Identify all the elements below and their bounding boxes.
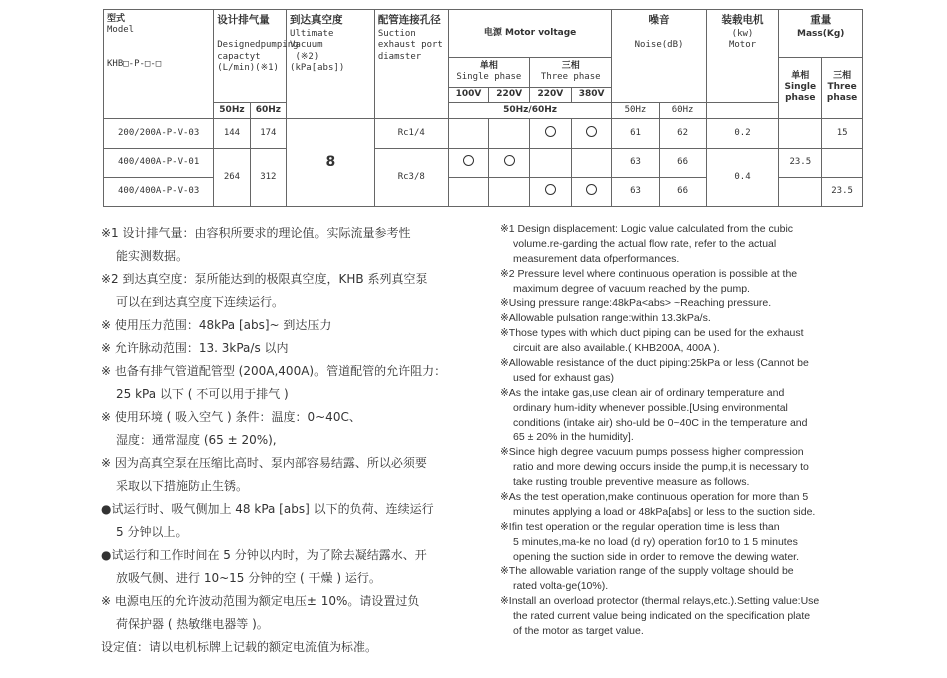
note-line: ※As the test operation,make continuous operation for more than 5 bbox=[500, 491, 809, 504]
circle-icon bbox=[586, 126, 597, 137]
note-line: 可以在到达真空度下连续运行。 bbox=[116, 295, 285, 309]
note-line: 65 ± 20% in the humidity]. bbox=[513, 431, 634, 444]
row-model: 200/200A-P-V-03 bbox=[104, 118, 214, 148]
cell-empty bbox=[530, 149, 572, 177]
noise-header bbox=[612, 10, 706, 103]
note-line: ※Using pressure range:48kPa<abs> ~Reaching pressure. bbox=[500, 297, 772, 310]
note-line: conditions (intake air) sho-uld be 0~40C in the temperature and bbox=[513, 416, 808, 429]
note-line: ※2 Pressure level where continuous operation is possible at the bbox=[500, 267, 798, 280]
mass-en: Mass(Kg) bbox=[797, 29, 845, 40]
note-line: ※ 电源电压的允许波动范围为额定电压± 10%。请设置过负 bbox=[101, 594, 420, 608]
note-line: 湿度：通常湿度 (65 ± 20%), bbox=[116, 433, 277, 447]
row-model: 400/400A-P-V-03 bbox=[104, 177, 214, 206]
mass-single-header: 单相 Single phase bbox=[779, 57, 822, 118]
three-phase-header bbox=[530, 57, 612, 87]
note-line: take rusting trouble preventive measure as follows. bbox=[513, 476, 750, 489]
note-line: ※Ifin test operation or the regular operation time is less than bbox=[500, 520, 780, 533]
row-port: Rc1/4 bbox=[374, 118, 448, 148]
pumping-en: Designedpumping capactyt bbox=[217, 40, 299, 62]
cell-empty bbox=[779, 177, 822, 206]
single-phase-header bbox=[448, 57, 529, 87]
voltage-100: 100V bbox=[448, 88, 489, 102]
note-line: the rated current value being indicated on the specification plate bbox=[513, 610, 811, 623]
three-zh: 三相 bbox=[561, 61, 580, 72]
note-line: ※1 设计排气量：由容积所要求的理论值。实际流量参考性 bbox=[101, 226, 411, 240]
circle-icon bbox=[545, 126, 556, 137]
port-header bbox=[374, 10, 448, 119]
note-line: opening the suction side in order to remove the dewing water. bbox=[513, 550, 800, 563]
single-en: Single phase bbox=[456, 72, 522, 83]
note-line: ratio and more dewing occurs inside the pump,it is necessary to bbox=[513, 461, 809, 474]
row-mass-three: 23.5 bbox=[822, 177, 863, 206]
circle-icon bbox=[504, 155, 515, 166]
freq-header: 50Hz/60Hz bbox=[448, 102, 612, 118]
note-line: ※ 使用环境 ( 吸入空气 ) 条件：温度：0~40C、 bbox=[101, 410, 361, 424]
note-line: 放吸气侧、进行 10~15 分钟的空 ( 干燥 ) 运行。 bbox=[116, 571, 381, 585]
notes-chinese bbox=[101, 222, 481, 659]
note-line: ordinary hum-idity whenever possible.[Using environmental bbox=[513, 401, 788, 414]
note-line: maximum degree of vacuum reached by the pump. bbox=[513, 282, 750, 295]
note-line: ※1 Design displacement: Logic value calculated from the cubic bbox=[500, 223, 794, 235]
cell-empty bbox=[448, 177, 489, 206]
motor-header bbox=[706, 10, 779, 103]
note-line: minutes applying a load or 48kPa[abs] or less to the suction side. bbox=[513, 505, 816, 518]
noise-hz50-header: 50Hz bbox=[612, 102, 659, 118]
row-model: 400/400A-P-V-01 bbox=[104, 149, 214, 177]
circle-icon bbox=[463, 155, 474, 166]
note-line: ●试运行时、吸气侧加上 48 kPa [abs] 以下的负荷、连续运行 bbox=[101, 502, 434, 516]
motor-subheader-blank bbox=[706, 102, 779, 118]
mass-three-header: 三相 Three phase bbox=[822, 57, 863, 118]
circle-icon bbox=[545, 184, 556, 195]
mass-header bbox=[779, 10, 863, 58]
note-line: ※ 允许脉动范围：13. 3kPa/s 以内 bbox=[101, 341, 289, 355]
note-line: ※2 到达真空度：泵所能达到的极限真空度，KHB 系列真空泵 bbox=[101, 272, 428, 286]
cell-circle bbox=[571, 118, 612, 148]
cell-circle bbox=[530, 177, 572, 206]
circle-icon bbox=[586, 184, 597, 195]
model-zh: 型式 bbox=[107, 14, 126, 24]
cell-circle bbox=[530, 118, 572, 148]
table-row bbox=[104, 118, 863, 148]
cell-empty bbox=[489, 118, 530, 148]
notes-english bbox=[500, 222, 880, 639]
note-line: 5 分钟以上。 bbox=[116, 525, 188, 539]
note-line: ※ 也备有排气管道配管型 (200A,400A)。管道配管的允许阻力： bbox=[101, 364, 447, 378]
row-pump-50: 144 bbox=[214, 118, 250, 148]
port-en: Suction exhaust port diamster bbox=[377, 29, 443, 62]
note-line: ※ 使用压力范围：48kPa [abs]~ 到达压力 bbox=[101, 318, 332, 332]
note-line: measurement data ofperformances. bbox=[513, 252, 680, 265]
pump-hz60-header: 60Hz bbox=[250, 102, 286, 118]
cell-empty bbox=[571, 149, 612, 177]
note-line: 设定值：请以电机标牌上记载的额定电流值为标准。 bbox=[101, 640, 378, 654]
row-mass-single: 23.5 bbox=[779, 149, 822, 177]
note-line: circuit are also available.( KHB200A, 400A ). bbox=[513, 342, 720, 355]
model-en: Model bbox=[107, 25, 135, 36]
row-pump-50-shared: 264 bbox=[214, 149, 250, 207]
row-pump-60: 174 bbox=[250, 118, 286, 148]
note-line: 25 kPa 以下 ( 不可以用于排气 ) bbox=[116, 387, 289, 401]
spec-table bbox=[103, 9, 863, 207]
noise-hz60-header: 60Hz bbox=[659, 102, 706, 118]
note-line: ※As the intake gas,use clean air of ordinary temperature and bbox=[500, 386, 785, 399]
note-line: 能实测数据。 bbox=[116, 249, 189, 263]
pumping-zh: 设计排气量 bbox=[217, 14, 270, 26]
row-noise-50: 61 bbox=[612, 118, 659, 148]
vacuum-header bbox=[287, 10, 375, 119]
motor-unit: (kw) bbox=[731, 29, 754, 40]
row-pump-60-shared: 312 bbox=[250, 149, 286, 207]
row-motor: 0.2 bbox=[706, 118, 779, 148]
row-mass-three: 15 bbox=[822, 118, 863, 148]
model-header bbox=[104, 10, 214, 119]
power-header: 电源 Motor voltage bbox=[448, 10, 612, 58]
note-line: ※Those types with which duct piping can be used for the exhaust bbox=[500, 327, 804, 340]
row-motor-shared: 0.4 bbox=[706, 149, 779, 207]
noise-zh: 噪音 bbox=[648, 14, 670, 26]
model-code: KHB□-P-□-□ bbox=[107, 59, 162, 69]
noise-en: Noise(dB) bbox=[634, 40, 684, 51]
motor-zh: 装载电机 bbox=[721, 14, 764, 26]
note-line: ※The allowable variation range of the supply voltage should be bbox=[500, 565, 794, 578]
vacuum-unit: (kPa[abs]) bbox=[290, 62, 345, 73]
pumping-header bbox=[214, 10, 299, 103]
note-line: 采取以下措施防止生锈。 bbox=[116, 479, 249, 493]
table-row bbox=[104, 149, 863, 177]
note-line: of the motor as target value. bbox=[513, 625, 644, 638]
cell-empty bbox=[822, 149, 863, 177]
note-line: ※Allowable resistance of the duct piping:25kPa or less (Cannot be bbox=[500, 357, 809, 370]
vacuum-value: 8 bbox=[287, 118, 375, 206]
cell-circle bbox=[448, 149, 489, 177]
row-noise-60: 66 bbox=[659, 177, 706, 206]
single-zh: 单相 bbox=[479, 61, 498, 72]
row-noise-60: 66 bbox=[659, 149, 706, 177]
mass-zh: 重量 bbox=[810, 14, 832, 26]
cell-circle bbox=[489, 149, 530, 177]
note-line: 荷保护器 ( 热敏继电器等 )。 bbox=[116, 617, 269, 631]
note-line: rated volta-ge(10%). bbox=[513, 580, 609, 593]
note-line: ●试运行和工作时间在 5 分钟以内时，为了除去凝结露水、开 bbox=[101, 548, 427, 562]
row-mass-single bbox=[779, 118, 822, 148]
motor-en: Motor bbox=[728, 40, 757, 51]
voltage-220-single: 220V bbox=[489, 88, 530, 102]
note-line: 5 minutes,ma-ke no load (d ry) operation for10 to 1 5 minutes bbox=[513, 535, 798, 548]
row-noise-50: 63 bbox=[612, 149, 659, 177]
row-noise-50: 63 bbox=[612, 177, 659, 206]
note-line: used for exhaust gas) bbox=[513, 371, 614, 384]
cell-empty bbox=[448, 118, 489, 148]
three-en: Three phase bbox=[540, 72, 601, 83]
cell-circle bbox=[571, 177, 612, 206]
note-line: ※Since high degree vacuum pumps possess higher compression bbox=[500, 446, 804, 459]
note-line: volume.re-garding the actual flow rate, refer to the actual bbox=[513, 237, 777, 250]
voltage-220-three: 220V bbox=[530, 88, 572, 102]
voltage-380: 380V bbox=[571, 88, 612, 102]
row-noise-60: 62 bbox=[659, 118, 706, 148]
note-line: ※Allowable pulsation range:within 13.3kPa/s. bbox=[500, 312, 711, 325]
pumping-unit: (L/min)(※1) bbox=[217, 62, 279, 73]
cell-empty bbox=[489, 177, 530, 206]
port-zh: 配管连接孔径 bbox=[377, 14, 441, 26]
vacuum-note: (※2) bbox=[295, 51, 320, 62]
row-port-shared: Rc3/8 bbox=[374, 149, 448, 207]
vacuum-zh: 到达真空度 bbox=[290, 14, 343, 26]
pump-hz50-header: 50Hz bbox=[214, 102, 250, 118]
note-line: ※Install an overload protector (thermal relays,etc.).Setting value:Use bbox=[500, 595, 820, 608]
vacuum-en: Ultimate Vacuum bbox=[290, 29, 334, 51]
note-line: ※ 因为高真空泵在压缩比高时、泵内部容易结露、所以必须要 bbox=[101, 456, 427, 470]
